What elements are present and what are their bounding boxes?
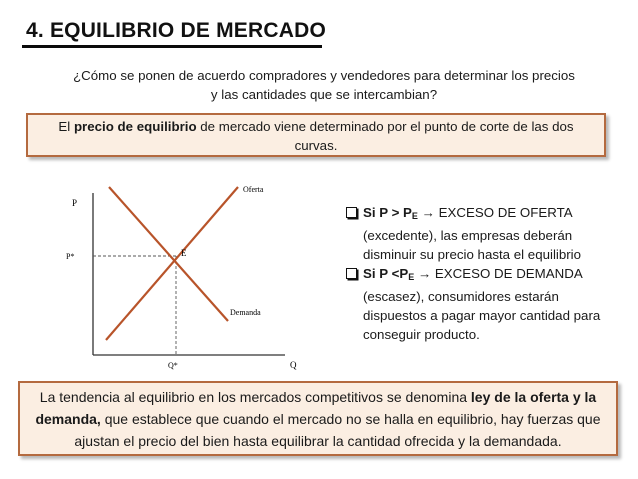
law-box: [18, 381, 618, 456]
definition-bold: precio de equilibrio: [73, 119, 197, 134]
definition-pre: El: [58, 119, 74, 134]
question-line-2: y las cantidades que se intercambian?: [210, 87, 438, 102]
bullet-subscript: E: [408, 272, 415, 282]
demand-label: Demanda: [230, 308, 261, 317]
law-bold: ley de la oferta y la demanda,: [35, 389, 597, 427]
y-axis-label: P: [72, 198, 78, 208]
x-axis-label: Q: [290, 360, 297, 370]
demand-curve: [109, 187, 228, 321]
bullet-text: EXCESO DE DEMANDA (escasez), consumidores estarán dispuestos a pagar mayor cantidad para conseguir producto.: [363, 266, 601, 342]
definition-post: de mercado viene determinado por el punto de corte de las dos curvas.: [196, 119, 574, 153]
equilibrium-label: E: [181, 248, 187, 258]
checkbox-bullet-icon: [346, 207, 357, 218]
bullet-lead-text: Si P > P: [363, 205, 412, 220]
bullet-text: EXCESO DE OFERTA (excedente), las empresas deberán disminuir su precio hasta el equilibrio: [363, 205, 582, 262]
definition-text: [36, 117, 596, 155]
supply-label: Oferta: [243, 185, 264, 194]
law-text: [26, 386, 610, 452]
condition-list: [344, 203, 614, 344]
bullet-lead: [363, 266, 414, 281]
bullet-lead-text: Si P <P: [363, 266, 409, 281]
question-line-1: ¿Cómo se ponen de acuerdo compradores y vendedores para determinar los precios: [73, 68, 575, 83]
law-post: que establece que cuando el mercado no se halla en equilibrio, hay fuerzas que ajustan el precio del bien hasta equilibrar la cantidad ofrecida y la demandada.: [74, 411, 601, 449]
supply-curve: [106, 187, 238, 340]
intro-question: [34, 66, 614, 104]
bullet-lead: [363, 205, 418, 220]
list-item: [344, 264, 614, 344]
supply-demand-diagram: [50, 175, 315, 380]
law-pre: La tendencia al equilibrio en los mercados competitivos se denomina: [39, 389, 471, 405]
price-label: P*: [66, 252, 75, 261]
slide-title: 4. EQUILIBRIO DE MERCADO: [26, 19, 326, 42]
bullet-subscript: E: [411, 211, 418, 221]
checkbox-bullet-icon: [346, 268, 357, 279]
quantity-label: Q*: [168, 361, 178, 370]
definition-box: [26, 113, 606, 157]
list-item: [344, 203, 614, 264]
arrow-right-icon: →: [421, 205, 435, 220]
arrow-right-icon: →: [417, 266, 432, 281]
title-underline: [22, 45, 322, 48]
